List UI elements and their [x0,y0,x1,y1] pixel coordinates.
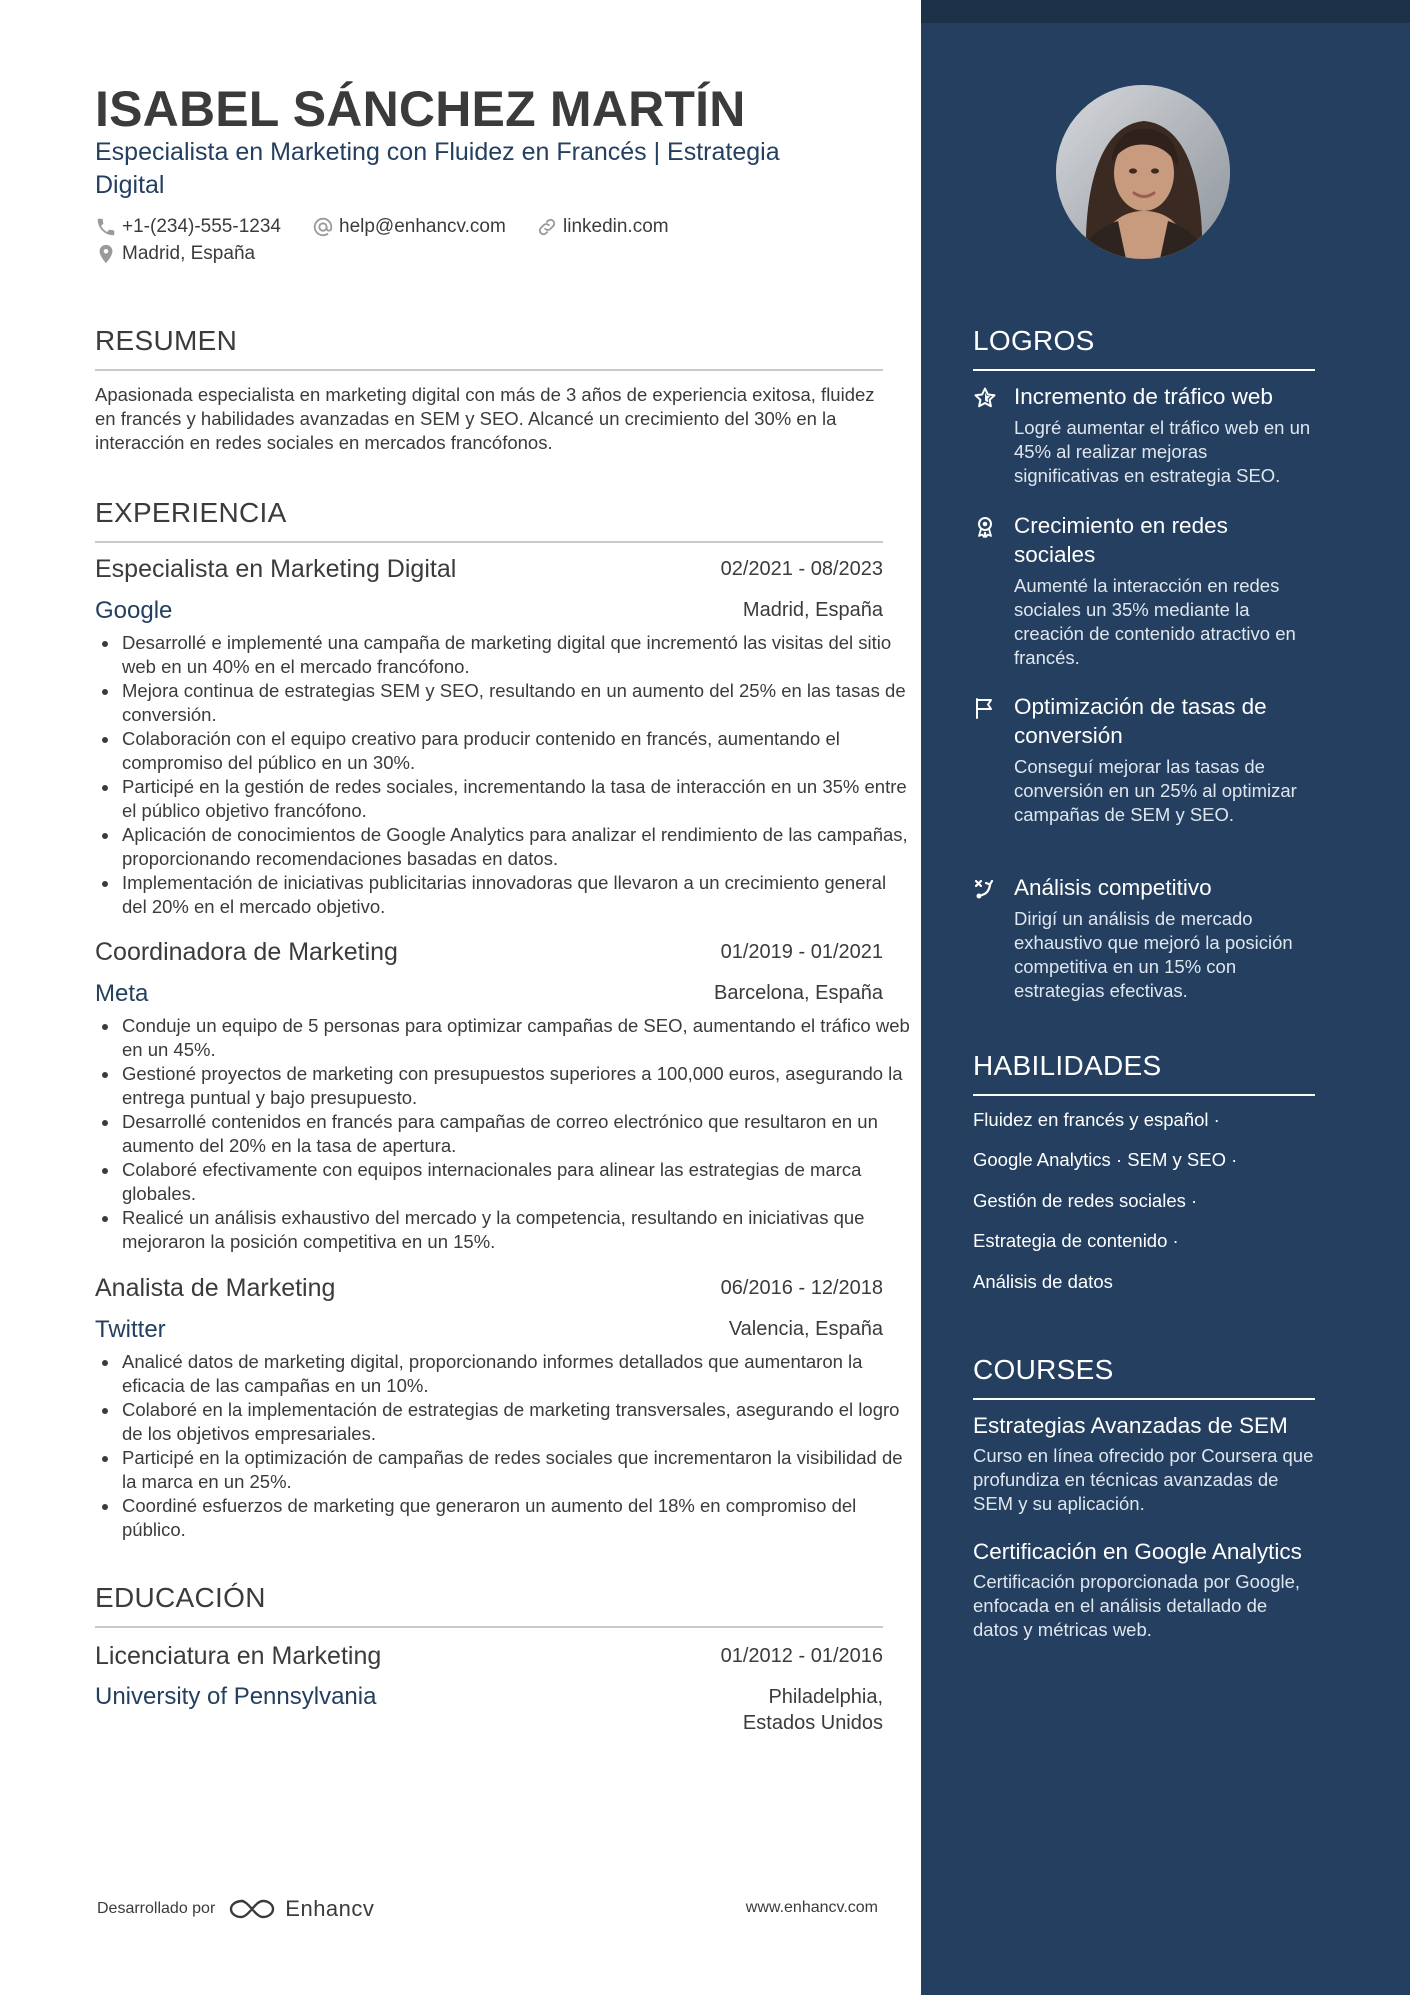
enhancv-logo-icon [229,1897,275,1921]
bullet-item: Gestioné proyectos de marketing con presupuestos superiores a 100,000 euros, asegurando la entrega puntual y bajo presupuesto. [122,1062,912,1110]
skill-separator: · [1231,1149,1238,1170]
summary-text: Apasionada especialista en marketing digital con más de 3 años de experiencia exitosa, fluidez en francés y habilidades avanzadas en SEM y SEO. Alcancé un crecimiento del 30% en la interacción en redes sociales en mercados francófonos. [95,384,875,453]
strategy-icon [973,877,997,901]
course-item [973,1537,1315,1642]
job-title: Especialista en Marketing Digital [95,555,457,583]
linkedin-text[interactable]: linkedin.com [563,216,669,237]
achievement-description: Logré aumentar el tráfico web en un 45% al realizar mejoras significativas en estrategia SEO. [1014,417,1311,486]
bullet-item: Analicé datos de marketing digital, proporcionando informes detallados que aumentaron la eficacia de las campañas en un 10%. [122,1350,912,1398]
job-title: Coordinadora de Marketing [95,938,398,966]
job-location: Valencia, España [728,1318,883,1340]
email-text[interactable]: help@enhancv.com [339,216,506,237]
skill-row [973,1230,1179,1252]
footer-made-by: Desarrollado por [97,1900,216,1917]
job-location: Barcelona, España [713,982,883,1004]
candidate-name: ISABEL SÁNCHEZ MARTÍN [95,81,746,137]
bullet-item: Colaboré efectivamente con equipos internacionales para alinear las estrategias de marca globales. [122,1158,912,1206]
enhancv-logo[interactable] [229,1896,374,1922]
achievement-title: Crecimiento en redes sociales [1014,513,1228,567]
education-location [743,1684,883,1736]
skills-heading: HABILIDADES [973,1050,1315,1096]
avatar [1056,85,1230,259]
achievement-description: Conseguí mejorar las tasas de conversión en un 25% al optimizar campañas de SEM y SEO. [1014,756,1297,825]
skill-separator: · [1191,1190,1198,1211]
skill-item: Gestión de redes sociales [973,1190,1186,1211]
degree-title: Licenciatura en Marketing [95,1642,382,1670]
footer-website[interactable]: www.enhancv.com [745,1899,878,1916]
skill-separator: · [1213,1109,1220,1130]
skill-row [973,1271,1113,1293]
location-text: Madrid, España [122,243,256,264]
education-heading: EDUCACIÓN [95,1582,883,1628]
achievement-item [973,692,1315,827]
achievement-item [973,873,1315,1003]
course-description: Curso en línea ofrecido por Coursera que profundiza en técnicas avanzadas de SEM y su aplicación. [973,1445,1314,1514]
course-title: Certificación en Google Analytics [973,1539,1302,1564]
company-name: Twitter [95,1316,166,1343]
phone-text[interactable]: +1-(234)-555-1234 [122,216,281,237]
job-bullets [95,1014,912,1254]
job-dates: 01/2019 - 01/2021 [720,941,883,963]
skill-separator: · [1172,1230,1179,1251]
flag-icon [973,696,997,720]
bullet-item: Aplicación de conocimientos de Google Analytics para analizar el rendimiento de las campañas, proporcionando recomendaciones basadas en datos. [122,823,912,871]
star-icon [973,386,997,410]
link-icon [536,216,558,238]
education-dates: 01/2012 - 01/2016 [720,1645,883,1667]
education-location-line: Estados Unidos [742,1712,883,1734]
experience-heading: EXPERIENCIA [95,497,883,543]
contact-location [95,243,255,265]
job-bullets [95,1350,912,1542]
award-icon [973,515,997,539]
job-dates: 02/2021 - 08/2023 [720,558,883,580]
skill-item: Estrategia de contenido [973,1230,1168,1251]
location-pin-icon [95,243,117,265]
bullet-item: Desarrollé e implementé una campaña de marketing digital que incrementó las visitas del sitio web en un 40% en el mercado francófono. [122,631,912,679]
achievement-title: Análisis competitivo [1014,875,1212,900]
skill-item: Google Analytics [973,1149,1111,1170]
skill-item: Análisis de datos [973,1271,1113,1292]
bullet-item: Participé en la optimización de campañas de redes sociales que incrementaron la visibilidad de la marca en un 25%. [122,1446,912,1494]
bullet-item: Coordiné esfuerzos de marketing que generaron un aumento del 18% en compromiso del público. [122,1494,912,1542]
bullet-item: Mejora continua de estrategias SEM y SEO, resultando en un aumento del 25% en las tasas de conversión. [122,679,912,727]
contact-linkedin [536,216,669,238]
bullet-item: Colaboré en la implementación de estrategias de marketing transversales, asegurando el logro de los objetivos empresariales. [122,1398,912,1446]
achievement-item [973,382,1315,488]
achievement-description: Dirigí un análisis de mercado exhaustivo que mejoró la posición competitiva en un 15% con estrategias efectivas. [1014,908,1293,1001]
at-icon [312,216,334,238]
achievements-heading: LOGROS [973,325,1315,371]
achievement-description: Aumenté la interacción en redes sociales un 35% mediante la creación de contenido atractivo en francés. [1014,575,1296,668]
footer-credit [97,1896,374,1922]
school-name: University of Pennsylvania [95,1683,377,1710]
skill-item: SEM y SEO [1127,1149,1226,1170]
courses-heading: COURSES [973,1354,1315,1400]
achievement-item [973,511,1315,670]
skill-row [973,1149,1237,1171]
candidate-subtitle: Especialista en Marketing con Fluidez en Francés | Estrategia Digital [95,138,780,199]
skill-separator: · [1115,1149,1123,1170]
skill-row [973,1190,1197,1212]
job-location: Madrid, España [742,599,883,621]
summary-heading: RESUMEN [95,325,883,371]
job-bullets [95,631,912,919]
bullet-item: Realicé un análisis exhaustivo del mercado y la competencia, resultando en iniciativas que mejoraron la posición competitiva en un 15%. [122,1206,912,1254]
phone-icon [95,216,117,238]
course-title: Estrategias Avanzadas de SEM [973,1413,1288,1438]
sidebar-top-band [921,0,1410,23]
bullet-item: Desarrollé contenidos en francés para campañas de correo electrónico que resultaron en un aumento del 20% en la tasa de apertura. [122,1110,912,1158]
company-name: Meta [95,980,149,1007]
profile-photo-illustration [1056,85,1230,259]
job-title: Analista de Marketing [95,1274,336,1302]
bullet-item: Conduje un equipo de 5 personas para optimizar campañas de SEO, aumentando el tráfico web en un 45%. [122,1014,912,1062]
contact-email [312,216,506,238]
bullet-item: Implementación de iniciativas publicitarias innovadoras que llevaron a un crecimiento general del 20% en el mercado objetivo. [122,871,912,919]
skill-item: Fluidez en francés y español [973,1109,1209,1130]
enhancv-brand-text: Enhancv [285,1896,375,1921]
bullet-item: Participé en la gestión de redes sociales, incrementando la tasa de interacción en un 35% entre el público objetivo francófono. [122,775,912,823]
company-name: Google [95,597,173,624]
bullet-item: Colaboración con el equipo creativo para producir contenido en francés, aumentando el compromiso del público en un 30%. [122,727,912,775]
course-item [973,1411,1315,1516]
job-dates: 06/2016 - 12/2018 [720,1277,883,1299]
course-description: Certificación proporcionada por Google, enfocada en el análisis detallado de datos y métricas web. [973,1571,1301,1640]
achievement-title: Incremento de tráfico web [1014,384,1273,409]
contact-phone [95,216,281,238]
education-location-line: Philadelphia, [768,1686,883,1708]
skill-row [973,1109,1220,1131]
achievement-title: Optimización de tasas de conversión [1014,694,1267,748]
